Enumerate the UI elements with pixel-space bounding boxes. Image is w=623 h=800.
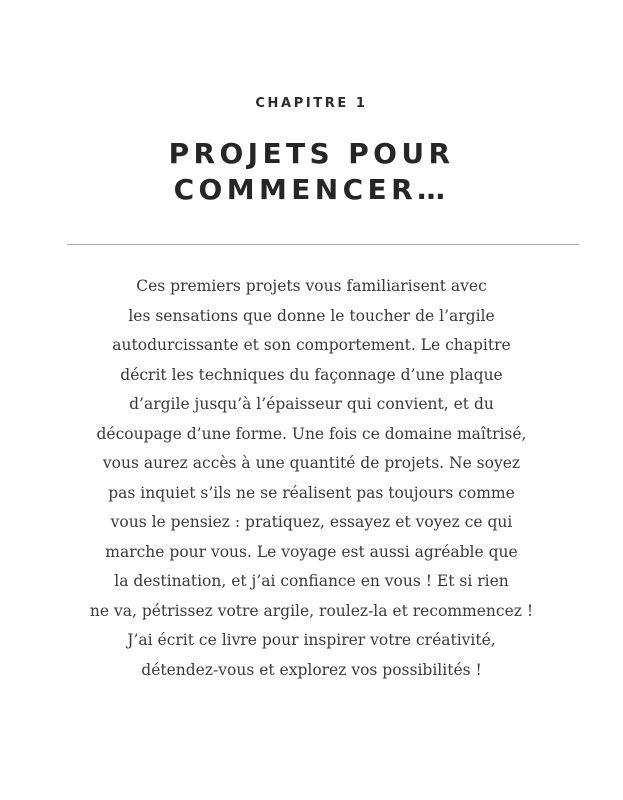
intro-line: découpage d’une forme. Une fois ce domaine maîtrisé, — [96, 424, 527, 443]
intro-line: J’ai écrit ce livre pour inspirer votre créativité, — [127, 631, 496, 649]
intro-paragraph — [40, 272, 583, 685]
chapter-label: CHAPITRE 1 — [255, 96, 368, 111]
title-divider — [67, 244, 579, 245]
intro-line: Ces premiers projets vous familiarisent avec — [136, 277, 487, 295]
intro-line: la destination, et j’ai confiance en vous ! Et si rien — [114, 572, 509, 590]
intro-line: décrit les techniques du façonnage d’une plaque — [120, 365, 503, 384]
chapter-title-line-1: PROJETS POUR — [168, 137, 455, 170]
intro-line: ne va, pétrissez votre argile, roulez-la et recommencez ! — [89, 601, 534, 620]
intro-line: détendez-vous et explorez vos possibilités ! — [141, 660, 482, 679]
intro-line: vous aurez accès à une quantité de projets. Ne soyez — [102, 454, 521, 472]
intro-line: vous le pensiez : pratiquez, essayez et voyez ce qui — [110, 513, 513, 531]
intro-line: autodurcissante et son comportement. Le chapitre — [112, 336, 511, 354]
intro-line: pas inquiet s’ils ne se réalisent pas toujours comme — [108, 483, 515, 502]
intro-line: marche pour vous. Le voyage est aussi agréable que — [105, 542, 518, 561]
chapter-title — [0, 136, 623, 208]
chapter-title-line-2: COMMENCER… — [173, 173, 450, 206]
intro-line: d’argile jusqu’à l’épaisseur qui convient, et du — [129, 395, 494, 413]
intro-line: les sensations que donne le toucher de l’argile — [128, 306, 495, 325]
